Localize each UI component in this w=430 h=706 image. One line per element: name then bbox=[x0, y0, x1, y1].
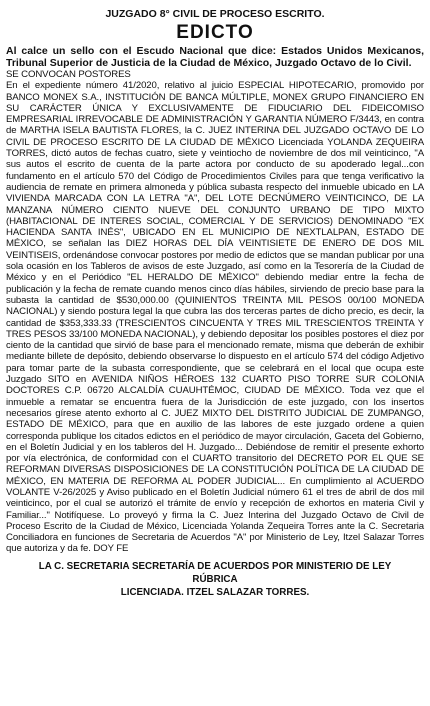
signature-block bbox=[6, 560, 424, 599]
edict-body-text: En el expediente número 41/2020, relativo al juicio ESPECIAL HIPOTECARIO, promovido por BANCO MONEX S.A., INSTITUCIÓN DE BANCA MÚLTIPLE, MONEX GRUPO FINANCIERO EN SU CARÁCTER ÚNICA Y EXCLUSIVAMENTE DE FIDUCIARIO DEL FIDEICOMISO EMPRESARIAL IRREVOCABLE DE ADMINISTRACIÓN Y GARANTIA NÚMERO F/3443, en contra de MARTHA ISELA BAUTISTA FLORES, la C. JUEZ INTERINA DEL JUZGADO OCTAVO DE LO CIVIL DE PROCESO ESCRITO DE LA CIUDAD DE MÉXICO Licenciada YOLANDA ZEQUEIRA TORRES, dictó autos de fechas cuatro, siete y veintiocho de noviembre de dos mil veinticinco, "A sus autos el escrito de cuenta de la parte actora por conducto de su apoderado legal...con fundamento en el artículo 570 del Código de Procedimientos Civiles para que tenga verificativo la audiencia de remate en primera almoneda y pública subasta respecto del inmueble ubicado en LA VIVIENDA MARCADA CON LA LETRA "A", DEL LOTE DECNÚMERO VEINTICINCO, DE LA MANZANA NÚMERO CIENTO NUEVE DEL CONJUNTO URBANO DE TIPO MIXTO (HABITACIONAL DE INTERES SOCIAL, COMERCIAL Y DE SERVICIOS) DENOMINADO "EX HACIENDA SANTA INÉS", UBICADO EN EL MUNICIPIO DE NEXTLALPAN, ESTADO DE MÉXICO, se señalan las DIEZ HORAS DEL DÍA VEINTISIETE DE ENERO DE DOS MIL VEINTISEIS, ordenándose convocar postores por medio de edictos que se mandan publicar por una sola ocasión en los Tableros de avisos de este Juzgado, así como en la Tesorería de la Ciudad de México y en el Periódico "EL HERALDO DE MÉXICO" debiendo mediar entre la fecha de publicación y la fecha de remate cuando menos cinco días hábiles, sirviendo de precio base para la subasta la cantidad de $530,000.00 (QUINIENTOS TREINTA MIL PESOS 00/100 MONEDA NACIONAL) y siendo postura legal la que cubra las dos terceras partes de dicho precio, es decir, la cantidad de $353,333.33 (TRESCIENTOS CINCUENTA Y TRES MIL TRESCIENTOS TREINTA Y TRES PESOS 33/100 MONEDA NACIONAL), y debiendo depositar los posibles postores el diez por ciento de la cantidad que sirvió de base para el mencionado remate, misma que deberán de exhibir mediante billete de depósito, debiendo observarse lo dispuesto en el artículo 574 del código Adjetivo para tomar parte de la subasta correspondiente, que se celebrará en el local que ocupa este Juzgado SITO en AVENIDA NIÑOS HÉROES 132 CUARTO PISO TORRE SUR COLONIA DOCTORES C.P. 06720 ALCALDÍA CUAUHTÉMOC, CIUDAD DE MÉXICO. Toda vez que el inmueble a rematar se encuentra fuera de la Jurisdicción de este juzgado, con los insertos necesarios gírese atento exhorto al C. JUEZ MIXTO DEL DISTRITO JUDICIAL DE ZUMPANGO, ESTADO DE MÉXICO, para que en auxilio de las labores de este juzgado ordene a quien corresponda publique los citados edictos en el periódico de mayor circulación, Gaceta del Gobierno, en el Boletín Judicial y en los tableros del H. Juzgado... Debiéndose de remitir el presente exhorto por vía electrónica, de conformidad con el CUARTO transitorio del DECRETO POR EL QUE SE REFORMAN DIVERSAS DISPOSICIONES DE LA CONSTITUCIÓN POLÍTICA DE LA CIUDAD DE MÉXICO, EN MATERIA DE REFORMA AL PODER JUDICIAL... En cumplimiento al ACUERDO VOLANTE V-26/2025 y Aviso publicado en el Boletín Judicial número 61 el tres de abril de dos mil veinticinco, por el cual se autorizó el trámite de envío y recepción de exhortos en materia Civil y Familiar..." Notifíquese. Lo proveyó y firma la C. Juez Interina del Juzgado Octavo de Civil de Proceso Escrito de la Ciudad de México, Licenciada Yolanda Zequeira Torres ante la C. Secretaria Conciliadora en funciones de Secretaria de Acuerdos "A" por Ministerio de Ley, Itzel Salazar Torres que autoriza y da fe. DOY FE bbox=[6, 80, 424, 555]
signature-title: LA C. SECRETARIA SECRETARÍA DE ACUERDOS POR MINISTERIO DE LEY bbox=[38, 560, 392, 572]
seal-description: Al calce un sello con el Escudo Nacional que dice: Estados Unidos Mexicanos, Tribunal Superior de Justicia de la Ciudad de México, Juzgado Octavo de lo Civil. bbox=[6, 45, 424, 69]
signature-name: LICENCIADA. ITZEL SALAZAR TORRES. bbox=[120, 586, 310, 598]
subheading-convocation: SE CONVOCAN POSTORES bbox=[6, 69, 131, 80]
court-name-heading: JUZGADO 8° CIVIL DE PROCESO ESCRITO. bbox=[105, 8, 325, 20]
signature-rubric: RÚBRICA bbox=[192, 573, 238, 585]
page-title: EDICTO bbox=[176, 22, 254, 43]
